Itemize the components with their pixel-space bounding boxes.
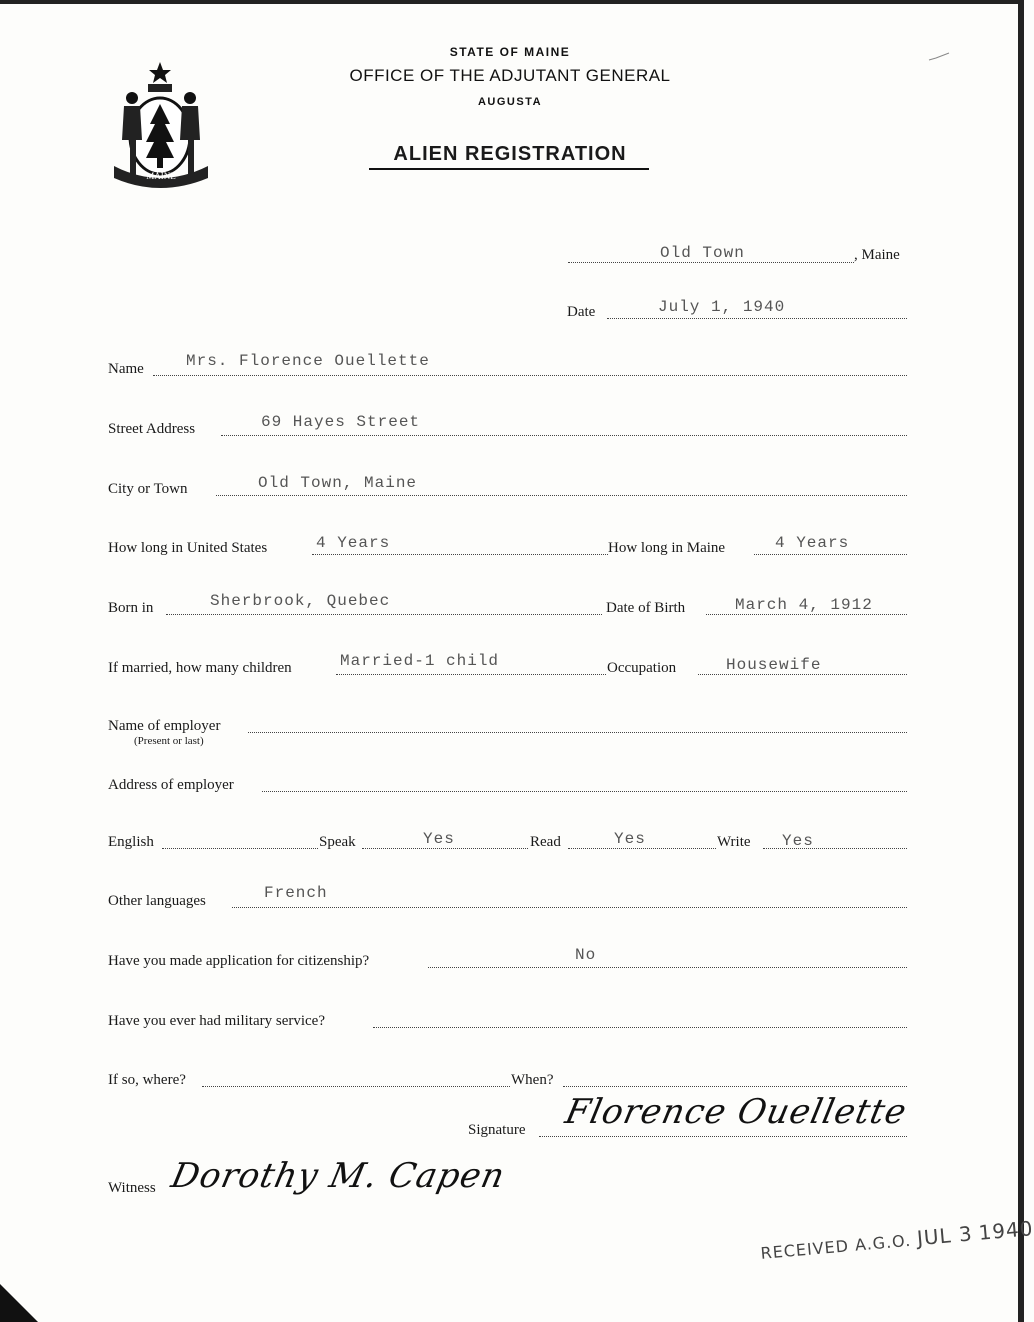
born-in-value: Sherbrook, Quebec — [210, 592, 391, 610]
scan-border-right — [1018, 0, 1024, 1322]
signature-handwriting: Florence Ouellette — [561, 1092, 911, 1132]
street-value: 69 Hayes Street — [261, 413, 421, 431]
employer-address-label: Address of employer — [108, 777, 234, 793]
date-value: July 1, 1940 — [658, 298, 786, 316]
long-maine-label: How long in Maine — [608, 540, 726, 556]
english-label: English — [108, 834, 154, 850]
where-line — [202, 1086, 510, 1087]
speak-label: Speak — [319, 834, 356, 850]
married-line — [336, 674, 606, 675]
dob-value: March 4, 1912 — [735, 596, 873, 614]
employer-label: Name of employer — [108, 718, 221, 734]
signature-line — [539, 1136, 907, 1137]
married-label: If married, how many children — [108, 660, 292, 676]
military-line — [373, 1027, 907, 1028]
long-us-line — [312, 554, 608, 555]
name-label: Name — [108, 361, 144, 377]
write-label: Write — [717, 834, 751, 850]
when-line — [563, 1086, 907, 1087]
other-languages-label: Other languages — [108, 893, 206, 909]
speak-value: Yes — [423, 830, 455, 848]
name-line — [153, 375, 907, 376]
office-heading: OFFICE OF THE ADJUTANT GENERAL — [349, 66, 671, 85]
occupation-value: Housewife — [726, 656, 822, 674]
other-languages-value: French — [264, 884, 328, 902]
where-label: If so, where? — [108, 1072, 186, 1088]
speak-line — [362, 848, 528, 849]
english-line — [162, 848, 318, 849]
date-label: Date — [567, 304, 596, 320]
employer-line — [248, 732, 907, 733]
read-line — [568, 848, 716, 849]
seal-text: MAINE — [146, 171, 176, 181]
city-heading: AUGUSTA — [477, 96, 543, 108]
long-us-label: How long in United States — [108, 540, 268, 556]
military-label: Have you ever had military service? — [108, 1013, 325, 1029]
write-value: Yes — [782, 832, 814, 850]
witness-handwriting: Dorothy M. Capen — [167, 1156, 509, 1196]
city-value: Old Town, Maine — [258, 474, 418, 492]
long-maine-line — [754, 554, 907, 555]
state-of-maine-seal — [108, 58, 220, 190]
married-value: Married-1 child — [340, 652, 500, 670]
witness-label: Witness — [108, 1180, 156, 1196]
dob-label: Date of Birth — [606, 600, 686, 616]
name-value: Mrs. Florence Ouellette — [186, 352, 430, 370]
occupation-line — [698, 674, 907, 675]
city-label: City or Town — [108, 481, 188, 497]
read-value: Yes — [614, 830, 646, 848]
city-line — [216, 495, 907, 496]
citizenship-line — [428, 967, 907, 968]
scan-border-top — [0, 0, 1024, 4]
street-label: Street Address — [108, 421, 196, 437]
title-underline — [369, 168, 649, 170]
date-line — [607, 318, 907, 319]
long-maine-value: 4 Years — [775, 534, 850, 552]
born-in-line — [166, 614, 602, 615]
received-stamp — [759, 1216, 1034, 1264]
town-value: Old Town — [660, 244, 745, 262]
scan-corner — [0, 1284, 38, 1322]
stamp-year: 1940 — [977, 1216, 1034, 1245]
read-label: Read — [530, 834, 561, 850]
street-line — [221, 435, 907, 436]
pencil-mark — [928, 52, 950, 62]
dob-line — [706, 614, 907, 615]
town-line — [568, 262, 854, 263]
form-title: ALIEN REGISTRATION — [393, 143, 627, 165]
signature-label: Signature — [468, 1122, 526, 1138]
stamp-date: JUL 3 — [915, 1221, 974, 1251]
long-us-value: 4 Years — [316, 534, 391, 552]
born-in-label: Born in — [108, 600, 154, 616]
state-heading: STATE OF MAINE — [449, 45, 571, 59]
citizenship-value: No — [575, 946, 597, 964]
maine-label: , Maine — [854, 247, 900, 263]
employer-sublabel: (Present or last) — [134, 735, 204, 747]
citizenship-label: Have you made application for citizenship? — [108, 953, 370, 969]
occupation-label: Occupation — [607, 660, 677, 676]
employer-address-line — [262, 791, 907, 792]
stamp-received: RECEIVED A.G.O. — [759, 1230, 912, 1263]
when-label: When? — [511, 1072, 554, 1088]
other-languages-line — [232, 907, 907, 908]
